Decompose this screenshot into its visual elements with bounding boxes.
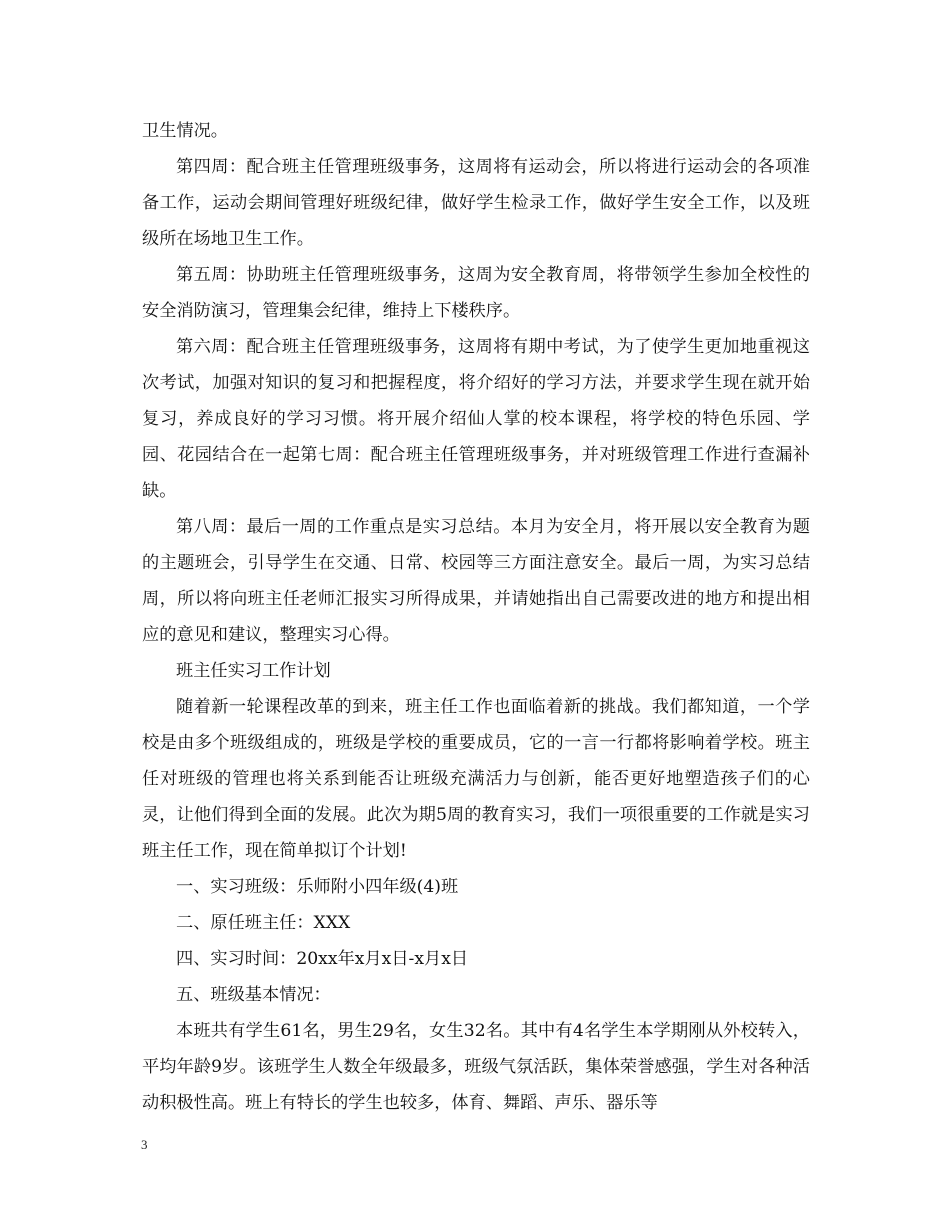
item-time: 四、实习时间：20xx年x月x日-x月x日 [176, 949, 469, 969]
paragraph-week-8: 第八周：最后一周的工作重点是实习总结。本月为安全月，将开展以安全教育为题的主题班会，引导学生在交通、日常、校园等三方面注意安全。最后一周，为实习总结周，所以将向班主任老师汇报实习所得成果，并请她指出自己需要改进的地方和提出相应的意见和建议，整理实习心得。 [142, 517, 810, 645]
item-teacher: 二、原任班主任：XXX [176, 913, 351, 933]
item-class-info: 五、班级基本情况： [176, 985, 331, 1005]
paragraph-1: 卫生情况。 [142, 121, 228, 141]
paragraph-week-6: 第六周：配合班主任管理班级事务，这周将有期中考试，为了使学生更加地重视这次考试，加强对知识的复习和把握程度，将介绍好的学习方法，并要求学生现在就开始复习，养成良好的学习习惯。将开展介绍仙人掌的校本课程，将学校的特色乐园、学园、花园结合在一起第七周：配合班主任管理班级事务，并对班级管理工作进行查漏补缺。 [142, 337, 810, 501]
document-body [142, 113, 810, 1121]
section-title: 班主任实习工作计划 [176, 661, 331, 681]
item-class: 一、实习班级：乐师附小四年级(4)班 [176, 877, 459, 897]
page-number: 3 [141, 1137, 148, 1152]
paragraph-week-5: 第五周：协助班主任管理班级事务，这周为安全教育周，将带领学生参加全校性的安全消防演习，管理集会纪律，维持上下楼秩序。 [142, 265, 810, 321]
paragraph-week-4: 第四周：配合班主任管理班级事务，这周将有运动会，所以将进行运动会的各项准备工作，运动会期间管理好班级纪律，做好学生检录工作，做好学生安全工作，以及班级所在场地卫生工作。 [142, 157, 810, 249]
paragraph-class-info: 本班共有学生61名，男生29名，女生32名。其中有4名学生本学期刚从外校转入，平均年龄9岁。该班学生人数全年级最多，班级气氛活跃，集体荣誉感强，学生对各种活动积极性高。班上有特长的学生也较多，体育、舞蹈、声乐、器乐等 [142, 1021, 810, 1113]
paragraph-intro: 随着新一轮课程改革的到来，班主任工作也面临着新的挑战。我们都知道，一个学校是由多个班级组成的，班级是学校的重要成员，它的一言一行都将影响着学校。班主任对班级的管理也将关系到能否让班级充满活力与创新，能否更好地塑造孩子们的心灵，让他们得到全面的发展。此次为期5周的教育实习，我们一项很重要的工作就是实习班主任工作，现在简单拟订个计划! [142, 697, 810, 861]
